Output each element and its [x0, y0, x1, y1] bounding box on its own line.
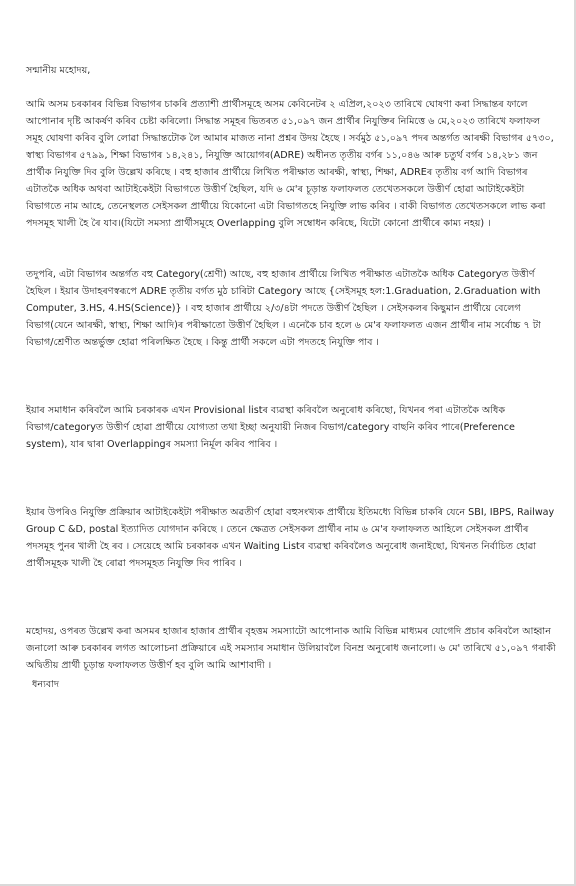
paragraph-5: মহোদয়, ওপৰত উল্লেখ কৰা অসমৰ হাজাৰ হাজাৰ প্ৰাৰ্থীৰ বৃহত্তম সমস্যাটো আপোনাক আমি বিভিন্ন মাধ্যমৰ যোগেদি প্ৰচাৰ কৰিবলৈ আহ্বান জনালো আৰু চৰকাৰৰ লগত আলোচনা প্ৰক্ৰিয়াৰে এই সমস্যাৰ সমাধান উলিয়াবলৈ বিনম্ৰ অনুৰোধ জনালো। ৬ মে' তাৰিখে ৫১,০৯৭ গৰাকী অদ্বিতীয় প্ৰাৰ্থী চূড়ান্ত ফলাফলত উত্তীৰ্ণ হব বুলি আমি আশাবাদী । [26, 626, 556, 671]
paragraph-2: তদুপৰি, এটা বিভাগৰ অন্তৰ্গত বহু Category(শ্ৰেণী) আছে, বহু হাজাৰ প্ৰাৰ্থীয়ে লিখিত পৰীক্ষাত এটাতকৈ অধিক Categoryত উত্তীৰ্ণ হৈছিল । ইয়াৰ উদাহৰণস্বৰূপে ADRE তৃতীয় বৰ্গত মুঠ চাৰিটা Category আছে {সেইসমূহ হল:1.Graduation, 2.Graduation with Computer, 3.HS, 4.HS(Science)} । বহু হাজাৰ প্ৰাৰ্থীয়ে ২/৩/৪টা পদতে উত্তীৰ্ণ হৈছিল । সেইসকলৰ কিছুমান প্ৰাৰ্থীয়ে বেলেগ বিভাগ(যেনে আৰক্ষী, স্বাস্থ্য, শিক্ষা আদি)ৰ পৰীক্ষাতো উত্তীৰ্ণ হৈছিল । এনেকৈ চাব হলে ৬ মে'ৰ ফলাফলত এজন প্ৰাৰ্থীৰ নাম সৰ্বোচ্চ ৭ টা বিভাগ/শ্ৰেণীত অন্তৰ্ভুক্ত হোৱা পৰিলক্ষিত হৈছে । কিন্তু প্ৰাৰ্থী সকলে এটা পদতহে নিযুক্তি পাব । [26, 269, 541, 348]
paragraph-3: ইয়াৰ সমাধান কৰিবলৈ আমি চৰকাৰক এখন Provisional listৰ ব্যৱস্থা কৰিবলৈ অনুৰোধ কৰিছো, যিখনৰ পৰা এটাতকৈ অধিক বিভাগ/categoryত উত্তীৰ্ণ হোৱা প্ৰাৰ্থীয়ে যোগ্যতা তথা ইচ্ছা অনুযায়ী নিজৰ বিভাগ/category বাছনি কৰিব পাৰে(Preference system), যাৰ দ্বাৰা Overlappingৰ সমস্যা নিৰ্মূল কৰিব পাৰিব । [26, 405, 515, 450]
letter-body [26, 62, 556, 693]
paragraph-4: ইয়াৰ উপৰিও নিযুক্তি প্ৰক্ৰিয়াৰ আটাইকেইটা পৰীক্ষাত অৱতীৰ্ণ হোৱা বহুসংখ্যক প্ৰাৰ্থীয়ে ইতিমধ্যে বিভিন্ন চাকৰি যেনে SBI, IBPS, Railway Group C &D, postal ইত্যাদিত যোগদান কৰিছে । তেনে ক্ষেত্ৰত সেইসকল প্ৰাৰ্থীৰ নাম ৬ মে'ৰ ফলাফলত আহিলে সেইসকল প্ৰাৰ্থীৰ পদসমূহ পুনৰ খালী হৈ ৰব । সেয়েহে আমি চৰকাৰক এখন Waiting Listৰ ব্যৱস্থা কৰিবলৈও অনুৰোধ জনাইছো, যিখনত নিৰ্বাচিত হোৱা প্ৰাৰ্থীসমূহক খালী হৈ ৰোৱা পদসমূহত নিযুক্তি দিব পাৰিব । [26, 507, 555, 569]
salutation: সন্মানীয় মহোদয়, [26, 65, 91, 76]
paragraph-1: আমি অসম চৰকাৰৰ বিভিন্ন বিভাগৰ চাকৰি প্ৰত্যাশী প্ৰাৰ্থীসমূহে অসম কেবিনেটৰ ২ এপ্ৰিল,২০২৩ তাৰিখে ঘোষণা কৰা সিদ্ধান্তৰ ফালে আপোনাৰ দৃষ্টি আকৰ্ষণ কৰিব চেষ্টা কৰিলো। সিদ্ধান্ত সমূহৰ ভিতৰত ৫১,০৯৭ জন প্ৰাৰ্থীৰ নিযুক্তিৰ নিমিত্তে ৬ মে,২০২৩ তাৰিখে ফলাফল সমূহ ঘোষণা কৰিব বুলি লোৱা সিদ্ধান্তটোক লৈ আমাৰ মাজত নানা প্ৰশ্নৰ উদয় হৈছে । সৰ্বমুঠ ৫১,০৯৭ পদৰ অন্তৰ্গত আৰক্ষী বিভাগৰ ৫৭৩০, স্বাস্থ্য বিভাগৰ ৫৭৯৯, শিক্ষা বিভাগৰ ১৪,২৪১, নিযুক্তি আয়োগৰ(ADRE) অধীনত তৃতীয় বৰ্গৰ ১১,০৪৬ আৰু চতুৰ্থ বৰ্গৰ ১৪,২৮১ জন প্ৰাৰ্থীক নিযুক্তি দিব বুলি উল্লেখ কৰিছে । বহু হাজাৰ প্ৰাৰ্থীয়ে লিখিত পৰীক্ষাত আৰক্ষী, স্বাস্থ্য, শিক্ষা, ADREৰ তৃতীয় বৰ্গ আদি বিভাগৰ এটাতকৈ অধিক অথবা আটাইকেইটা বিভাগতে উত্তীৰ্ণ হৈছিল, যদি ৬ মে'ৰ চূড়ান্ত ফলাফলত তেখেতসকলে উত্তীৰ্ণ হোৱা আটাইকেইটা বিভাগতে নাম আহে, তেনেস্থলত সেইসকল প্ৰাৰ্থীয়ে যিকোনো এটা বিভাগতহে নিযুক্তি লাভ কৰিব । বাকী বিভাগত তেখেতসকলে লাভ কৰা পদসমূহ খালী হৈ ৰৈ যাব।(যিটো সমস্যা প্ৰাৰ্থীসমূহে Overlapping বুলি সম্বোধন কৰিছে, যিটো কোনো প্ৰাৰ্থীৰে কাম্য নহয়) । [26, 99, 554, 229]
closing: ধন্যবাদ [32, 679, 60, 690]
